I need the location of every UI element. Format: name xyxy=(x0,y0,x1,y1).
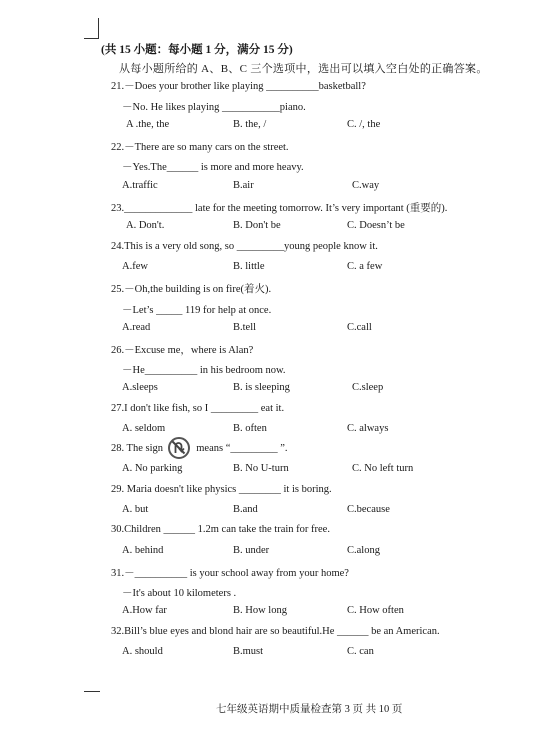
option-c[interactable]: C.way xyxy=(352,180,380,191)
question-26-reply: －He__________ in his bedroom now. xyxy=(122,365,286,376)
option-c[interactable]: C. No left turn xyxy=(352,463,414,474)
question-21-stem: 21.－Does your brother like playing __________basketball? xyxy=(111,81,366,92)
option-c[interactable]: C.along xyxy=(347,545,380,556)
option-b[interactable]: B. little xyxy=(233,261,265,272)
question-28-stem xyxy=(111,443,288,454)
question-31-stem: 31.－__________ is your school away from your home? xyxy=(111,568,349,579)
crop-mark-top-vertical xyxy=(98,18,99,38)
question-25-stem: 25.－Oh,the building is on fire(着火). xyxy=(111,284,272,295)
option-b[interactable]: B. No U-turn xyxy=(233,463,289,474)
question-25-reply: －Let’s _____ 119 for help at once. xyxy=(122,305,272,316)
question-32-stem: 32.Bill’s blue eyes and blond hair are so beautiful.He ______ be an American. xyxy=(111,626,440,637)
option-b[interactable]: B. Don't be xyxy=(233,220,281,231)
option-c[interactable]: C. Doesn’t be xyxy=(347,220,405,231)
option-b[interactable]: B. How long xyxy=(233,605,287,616)
crop-mark-top-horizontal xyxy=(84,38,99,39)
question-30-stem: 30.Children ______ 1.2m can take the train for free. xyxy=(111,524,330,535)
option-a[interactable]: A. No parking xyxy=(122,463,183,474)
question-24-stem: 24.This is a very old song, so _________young people know it. xyxy=(111,241,378,252)
question-27-stem: 27.I don't like fish, so I _________ eat it. xyxy=(111,403,285,414)
no-u-turn-icon xyxy=(168,437,190,459)
option-a[interactable]: A. seldom xyxy=(122,423,166,434)
option-b[interactable]: B.and xyxy=(233,504,258,515)
option-a[interactable]: A.How far xyxy=(122,605,167,616)
option-a[interactable]: A.read xyxy=(122,322,151,333)
option-b[interactable]: B. under xyxy=(233,545,270,556)
question-31-reply: －It's about 10 kilometers . xyxy=(122,588,237,599)
option-b[interactable]: B. is sleeping xyxy=(233,382,290,393)
option-a[interactable]: A. but xyxy=(122,504,149,515)
crop-mark-bottom xyxy=(84,691,100,692)
option-a[interactable]: A. behind xyxy=(122,545,164,556)
option-a[interactable]: A .the, the xyxy=(126,119,170,130)
section-title: (共 15 小题：每小题 1 分，满分 15 分) xyxy=(101,44,293,56)
option-c[interactable]: C.because xyxy=(347,504,390,515)
question-21-reply: －No. He likes playing ___________piano. xyxy=(122,102,306,113)
question-22-reply: －Yes.The______ is more and more heavy. xyxy=(122,162,304,173)
option-a[interactable]: A.sleeps xyxy=(122,382,158,393)
question-28-stem-after: means “_________ ”. xyxy=(196,443,288,454)
option-a[interactable]: A. Don't. xyxy=(126,220,165,231)
option-c[interactable]: C.call xyxy=(347,322,372,333)
page-footer: 七年级英语期中质量检查第 3 页 共 10 页 xyxy=(216,704,403,715)
option-c[interactable]: C. How often xyxy=(347,605,404,616)
option-b[interactable]: B.must xyxy=(233,646,264,657)
question-26-stem: 26.－Excuse me，where is Alan? xyxy=(111,345,254,356)
question-23-stem: 23._____________ late for the meeting tomorrow. It’s very important (重要的). xyxy=(111,203,448,214)
question-29-stem: 29. Maria doesn't like physics ________ it is boring. xyxy=(111,484,332,495)
instructions: 从每小题所给的 A、B、C 三个选项中，选出可以填入空白处的正确答案。 xyxy=(119,63,488,75)
option-b[interactable]: B.tell xyxy=(233,322,257,333)
option-c[interactable]: C. a few xyxy=(347,261,383,272)
option-c[interactable]: C.sleep xyxy=(352,382,384,393)
option-c[interactable]: C. can xyxy=(347,646,374,657)
option-a[interactable]: A.traffic xyxy=(122,180,158,191)
option-b[interactable]: B. often xyxy=(233,423,267,434)
question-28-stem-before: 28. The sign xyxy=(111,443,164,454)
question-22-stem: 22.－There are so many cars on the street. xyxy=(111,142,289,153)
option-b[interactable]: B. the, / xyxy=(233,119,267,130)
option-b[interactable]: B.air xyxy=(233,180,254,191)
option-a[interactable]: A.few xyxy=(122,261,148,272)
option-c[interactable]: C. /, the xyxy=(347,119,381,130)
option-c[interactable]: C. always xyxy=(347,423,389,434)
option-a[interactable]: A. should xyxy=(122,646,163,657)
